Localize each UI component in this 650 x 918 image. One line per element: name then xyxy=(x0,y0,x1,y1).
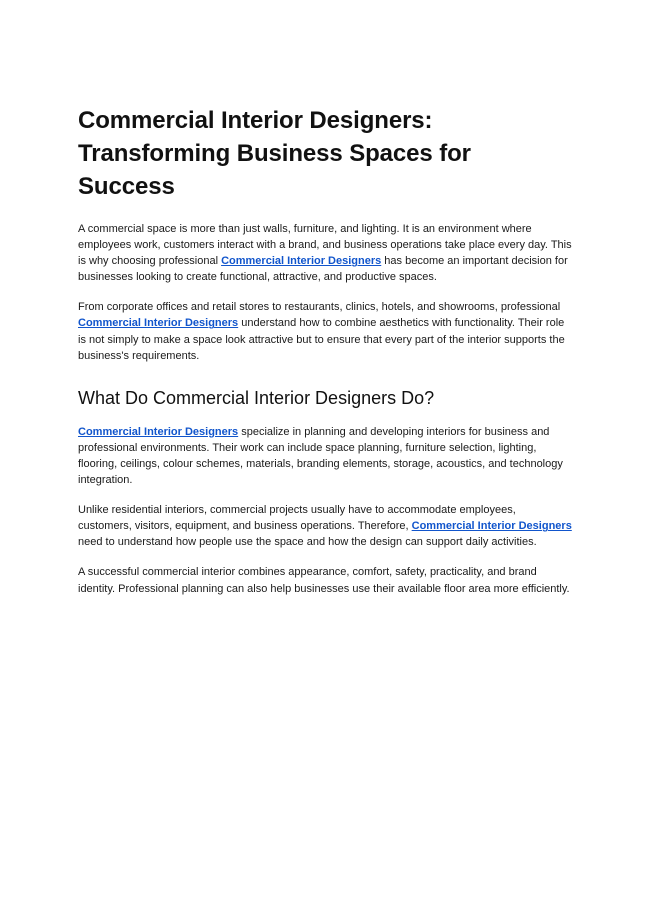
paragraph-text: specialize in planning and developing interiors for business and professional environments. Their work can include space planning, furniture selection, lighting, flooring, ceilings, colour schemes, materials, branding elements, storage, acoustics, and technology integration. xyxy=(78,425,563,487)
section-paragraph-2 xyxy=(78,502,572,550)
paragraph-text: A commercial space is more than just walls, furniture, and lighting. It is an environment where employees work, customers interact with a brand, and business operations take place every day. This is why choosing professional xyxy=(78,223,572,268)
paragraph-text: Unlike residential interiors, commercial projects usually have to accommodate employees, customers, visitors, equipment, and business operations. Therefore, xyxy=(78,504,516,533)
commercial-interior-designers-link[interactable]: Commercial Interior Designers xyxy=(411,520,572,533)
commercial-interior-designers-link[interactable]: Commercial Interior Designers xyxy=(78,317,239,330)
section-heading: What Do Commercial Interior Designers Do? xyxy=(78,387,435,408)
intro-paragraph-1 xyxy=(78,221,572,285)
commercial-interior-designers-link[interactable]: Commercial Interior Designers xyxy=(78,425,239,438)
section-paragraph-1 xyxy=(78,424,572,488)
intro-paragraph-2 xyxy=(78,299,572,363)
paragraph-text: understand how to combine aesthetics with functionality. Their role is not simply to make a space look attractive but to ensure that every part of the interior supports the business's requirements. xyxy=(78,317,565,362)
paragraph-text: has become an important decision for businesses looking to create functional, attractive, and productive spaces. xyxy=(78,255,568,284)
section-paragraph-3: A successful commercial interior combines appearance, comfort, safety, practicality, and brand identity. Professional planning can also help businesses use their available floor area more efficiently. xyxy=(78,566,570,595)
commercial-interior-designers-link[interactable]: Commercial Interior Designers xyxy=(221,255,382,268)
page-title: Commercial Interior Designers: Transforming Business Spaces for Success xyxy=(78,107,471,200)
paragraph-text: From corporate offices and retail stores to restaurants, clinics, hotels, and showrooms, professional xyxy=(78,301,561,314)
paragraph-text: need to understand how people use the space and how the design can support daily activities. xyxy=(78,536,537,549)
